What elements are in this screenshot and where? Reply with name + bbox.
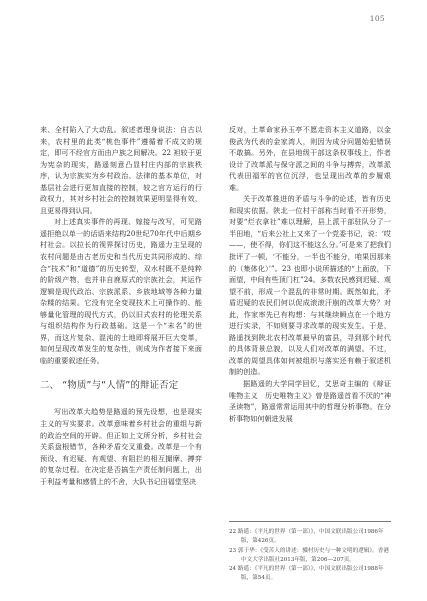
body-paragraph: 反对，土革命家孙玉亭不愿走资本主义道路，以金俊武为代表的金家湾人，则因为成分问题始犯错误不敢搞。另外，在县地级干部这条权事线上，作者设计了改革派与保守派之间的斗争与搏弈，改革派代表田福军的官位沉浮，也呈现出改革的步履艰难。 [229, 125, 391, 192]
footnote-text: 郭于华：《受苦人的讲述：骥村历史与一种文明的逻辑》，香港中文大学出版社2013年版，第206—207页。 [237, 547, 389, 563]
footnote-number: 23 [229, 547, 237, 554]
footnote-number: 22 [229, 529, 237, 535]
footnote [229, 547, 393, 566]
footnote-text: 路遥：《平凡的世界（第一部）》，中国文联出版公司1986年版，第426页。 [237, 529, 384, 545]
body-paragraph: 写出改革大趋势是路遥的预先设想，也是现实主义的写实要求。改革意味着乡村社会的重组与新的政治空间的开辟。但正如上文所分析，乡村社会关系盘根错节，各种矛盾交叉重叠。改革是一个有预设、有迟疑、有观望、有阻拦的相互撮摩、搏弈的复杂过程。在决定是否搞生产责任制问题上，出于利益考量和感情上的不舍，大队书记田福堂坚决 [40, 407, 202, 486]
body-paragraph: 关于改革推进的矛盾与斗争的论述，皆有历史和现实依据。陕北一位村干部称当时看不开形势，对要“烂衣拿社”难以理解，县上派干部驻队分了一半田地，“后来公社上又来了一个党委书记，说：‘哎——，使不得，你们这不能这么分。’可是来了把我们批评了一顿，‘不能分，一半也不能分，咱果因那来的（集体化）’”。23 也即小说所描述的“上面放，下面望，中间有些顶门杠”24。多数农民感到迟疑、观望不前，形成一个混乱的非常时期。既然如此，矛盾迟疑的农民们何以促成滚滚汗崩的改革大势？对此，作家率先已有构想：与其继续瞬点在一个地方进行实录，不如则要寻求改革的现实发生。于是，路遥找到陕北农村改革最早的富县，寻到那个时代的具体背景总貌，以及人们对改革的满望。不过，改革的周望具体如何被组织与落实还有赖于叙述机制的创造。 [229, 194, 391, 377]
body-paragraph: 据路遥的大学同学回忆，艾思奇主编的《辩证唯物主义 历史唯物主义》曾是路遥首看不厌的“神圣读物”，路遥常常运用其中的哲理分析事物。在分析事物如何朝进发展 [229, 379, 391, 423]
page-number: 105 [369, 14, 385, 23]
footnote [229, 565, 393, 584]
body-paragraph: 对上述真实事件的再现、嫁接与改写，可见路遥拒绝以单一的话语来结构20世纪70年代中后期乡村社会。以拉长的视界探讨历史，路遥力主呈现的农村问题是由古老历史和当代历史共同形成的、综合“技术”和“道德”的历史转型，双水村既不是纯粹的阶级产物，也并非自鹿原式的宗族社会，其运作逻辑是现代政治、宗族派系、乡族地域等各种力量杂糅的结果。它没有完全变现技术上可操作的、能够量化管理的现代方式，仍以旧式农村的伦理关系与组织结构作为行政基础。这是一个“未名”的世界，而这片复杂、混沌的土地即将展开巨大变革，如何呈现改革发生的复杂性，则成为作者接下来面临的重要叙述任务。 [40, 217, 202, 365]
left-column [40, 124, 202, 487]
section-title: “物质”与“人情”的辩证否定 [62, 380, 179, 392]
right-column [229, 124, 391, 424]
footnotes [229, 528, 393, 584]
section-heading [40, 379, 202, 393]
section-number: 二、 [40, 380, 60, 392]
footnote-number: 24 [229, 566, 237, 573]
body-paragraph: 来、全村陷入了大动乱。叙述者理身说法：自古以来，农村里的此类“桃色事件”遵循着不成文的规定，即可不经官方而由户族之间解决。22 袒较于更为宪杂的现实，路遥刻意凸显村庄内部的宗族秩序，认为宗族实为乡村政治、法律的基本单位，对基层社会进行更加直接的控制，较之官方运行的行政权力，其对乡村社会的控制效果更明显得有效，且更易得到认同。 [40, 125, 202, 215]
footnote [229, 528, 393, 547]
footnote-divider [229, 521, 391, 522]
footnote-text: 路遥：《平凡的世界（第一部）》，中国文联出版公司1988年版，第54页。 [237, 566, 384, 582]
